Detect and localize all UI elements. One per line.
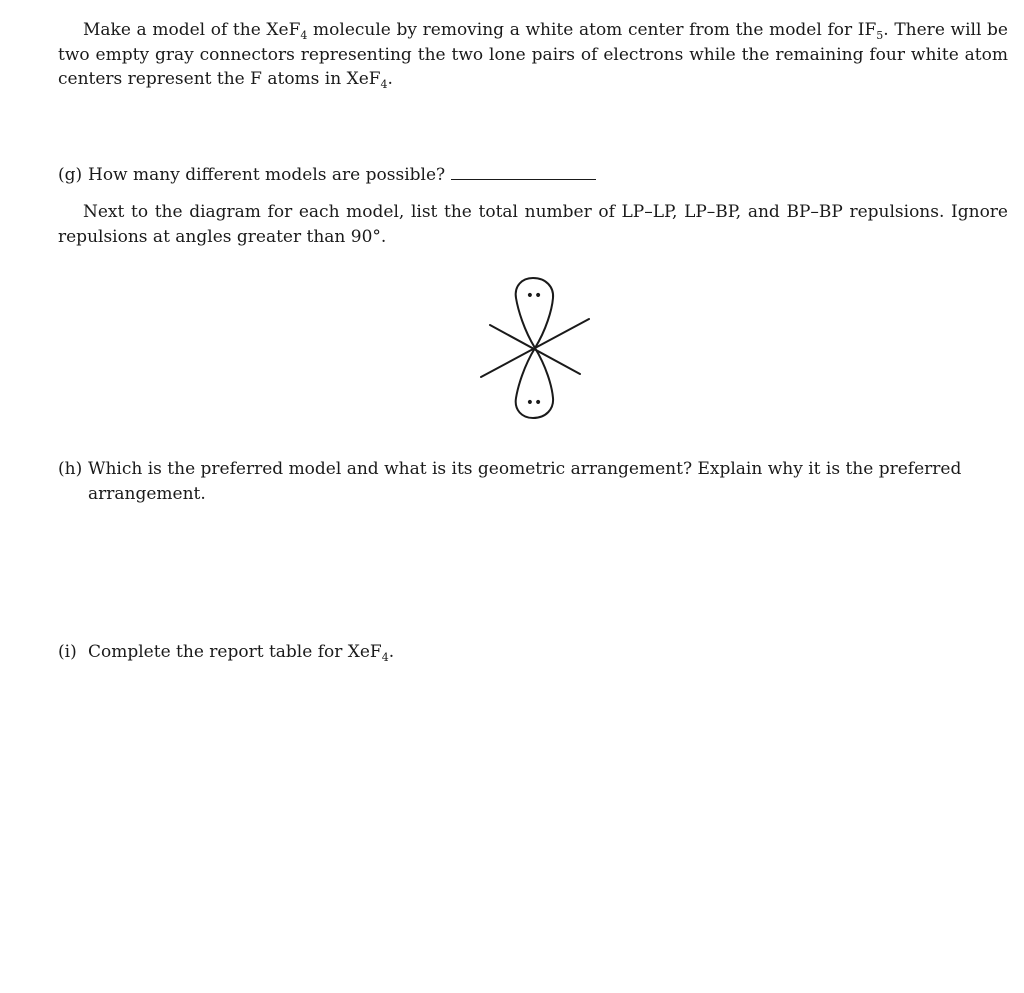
bottom-lone-pair-dots: •• — [525, 395, 543, 411]
intro-text-3: . There will be two empty gray connectors representing the two lone pairs of electrons while the remaining four white atom centers represent the F atoms in XeF — [58, 20, 1008, 89]
question-g-text: How many different models are possible? — [88, 165, 446, 185]
question-h-label: (h) — [58, 459, 83, 479]
intro-text-1: Make a model of the XeF — [83, 20, 301, 40]
question-g — [58, 163, 596, 188]
octahedral-lone-pair-diagram — [470, 270, 600, 430]
question-i-subscript: 4 — [381, 651, 389, 664]
intro-paragraph — [58, 18, 1008, 92]
question-h — [58, 457, 998, 507]
question-g-label: (g) — [58, 165, 83, 185]
if5-subscript: 5 — [876, 29, 884, 42]
instruction-text: Next to the diagram for each model, list the total number of LP–LP, LP–BP, and BP–BP repulsions. Ignore repulsions at angles greater than 90°. — [58, 202, 1008, 247]
diagram-svg — [470, 270, 600, 430]
intro-text-end: . — [387, 69, 393, 89]
question-h-text: Which is the preferred model and what is its geometric arrangement? Explain why it is the preferred arrangement. — [88, 459, 962, 504]
question-i-label: (i) — [58, 642, 77, 662]
top-lone-pair-dots: •• — [525, 288, 543, 304]
xef4-subscript: 4 — [300, 29, 308, 42]
question-i-end: . — [388, 642, 395, 662]
xef4-end-subscript: 4 — [380, 78, 388, 91]
question-i-text: Complete the report table for XeF — [88, 642, 382, 662]
instruction-paragraph — [58, 200, 1008, 249]
question-i — [58, 640, 394, 665]
intro-text-2: molecule by removing a white atom center from the model for IF — [307, 20, 877, 40]
answer-blank-line[interactable] — [451, 165, 596, 180]
